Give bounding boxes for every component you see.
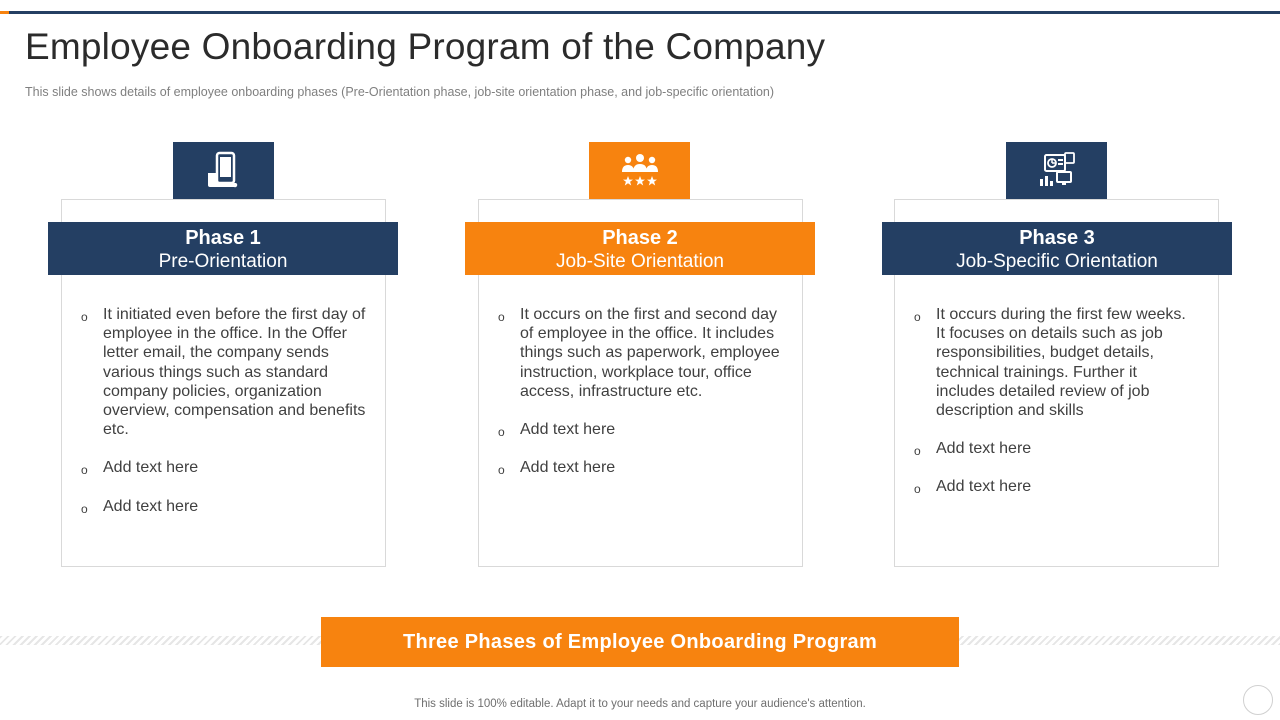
phase-3-subtitle: Job-Specific Orientation (956, 251, 1158, 272)
list-item: o Add text here (914, 439, 1199, 458)
list-item: o It occurs on the first and second day of employee in the office. It includes things such as paperwork, employee instruction, workplace tour, office access, infrastructure etc. (498, 306, 780, 400)
bullet-marker: o (81, 463, 88, 478)
phase-1-title: Phase 1 (185, 227, 261, 249)
phase-1-bullets (81, 305, 366, 535)
phase-2-subtitle: Job-Site Orientation (556, 251, 724, 272)
phase-3-bullets (914, 305, 1199, 516)
list-item: o Add text here (498, 458, 783, 477)
list-item: o Add text here (498, 420, 783, 439)
bullet-marker: o (498, 310, 505, 324)
list-item: o It occurs during the first few weeks. It focuses on details such as job responsibilities, budget details, technical trainings. Further it includes detailed review of job description and skills (914, 306, 1186, 420)
mobile-devices-icon (204, 151, 244, 191)
list-item: o Add text here (81, 458, 366, 477)
bullet-marker: o (914, 310, 921, 324)
phase-2-banner (465, 222, 815, 275)
phase-2-icon-box (589, 142, 690, 199)
bullet-marker: o (914, 482, 921, 497)
bullet-marker: o (81, 310, 88, 324)
list-item: o It initiated even before the first day of employee in the office. In the Offer letter email, the company sends various things such as standard company policies, organization overview, compensation and benefits etc. (81, 306, 366, 439)
slide-title: Employee Onboarding Program of the Company (25, 26, 826, 67)
phase-3-title: Phase 3 (1019, 227, 1095, 249)
phase-1-subtitle: Pre-Orientation (158, 251, 288, 272)
bullet-marker: o (498, 425, 505, 440)
list-item: o Add text here (81, 497, 366, 516)
top-rule-accent (0, 11, 9, 14)
phase-2-title: Phase 2 (602, 227, 678, 249)
list-item: o Add text here (914, 477, 1199, 496)
footer-banner: Three Phases of Employee Onboarding Program (321, 617, 959, 667)
dashboard-icon (1037, 151, 1077, 191)
phase-1-icon-box (173, 142, 274, 199)
bullet-marker: o (81, 501, 88, 516)
slide-subtitle: This slide shows details of employee onboarding phases (Pre-Orientation phase, job-site orientation phase, and job-specific orientation) (25, 85, 775, 99)
corner-circle-icon (1243, 685, 1273, 715)
phase-1-banner (48, 222, 398, 275)
bullet-marker: o (498, 463, 505, 478)
top-rule (0, 11, 1280, 14)
bullet-marker: o (914, 444, 921, 459)
footnote: This slide is 100% editable. Adapt it to your needs and capture your audience's attention. (414, 698, 866, 710)
phase-3-icon-box (1006, 142, 1107, 199)
phase-2-bullets (498, 305, 783, 496)
phase-3-banner (882, 222, 1232, 275)
team-stars-icon (620, 151, 660, 191)
